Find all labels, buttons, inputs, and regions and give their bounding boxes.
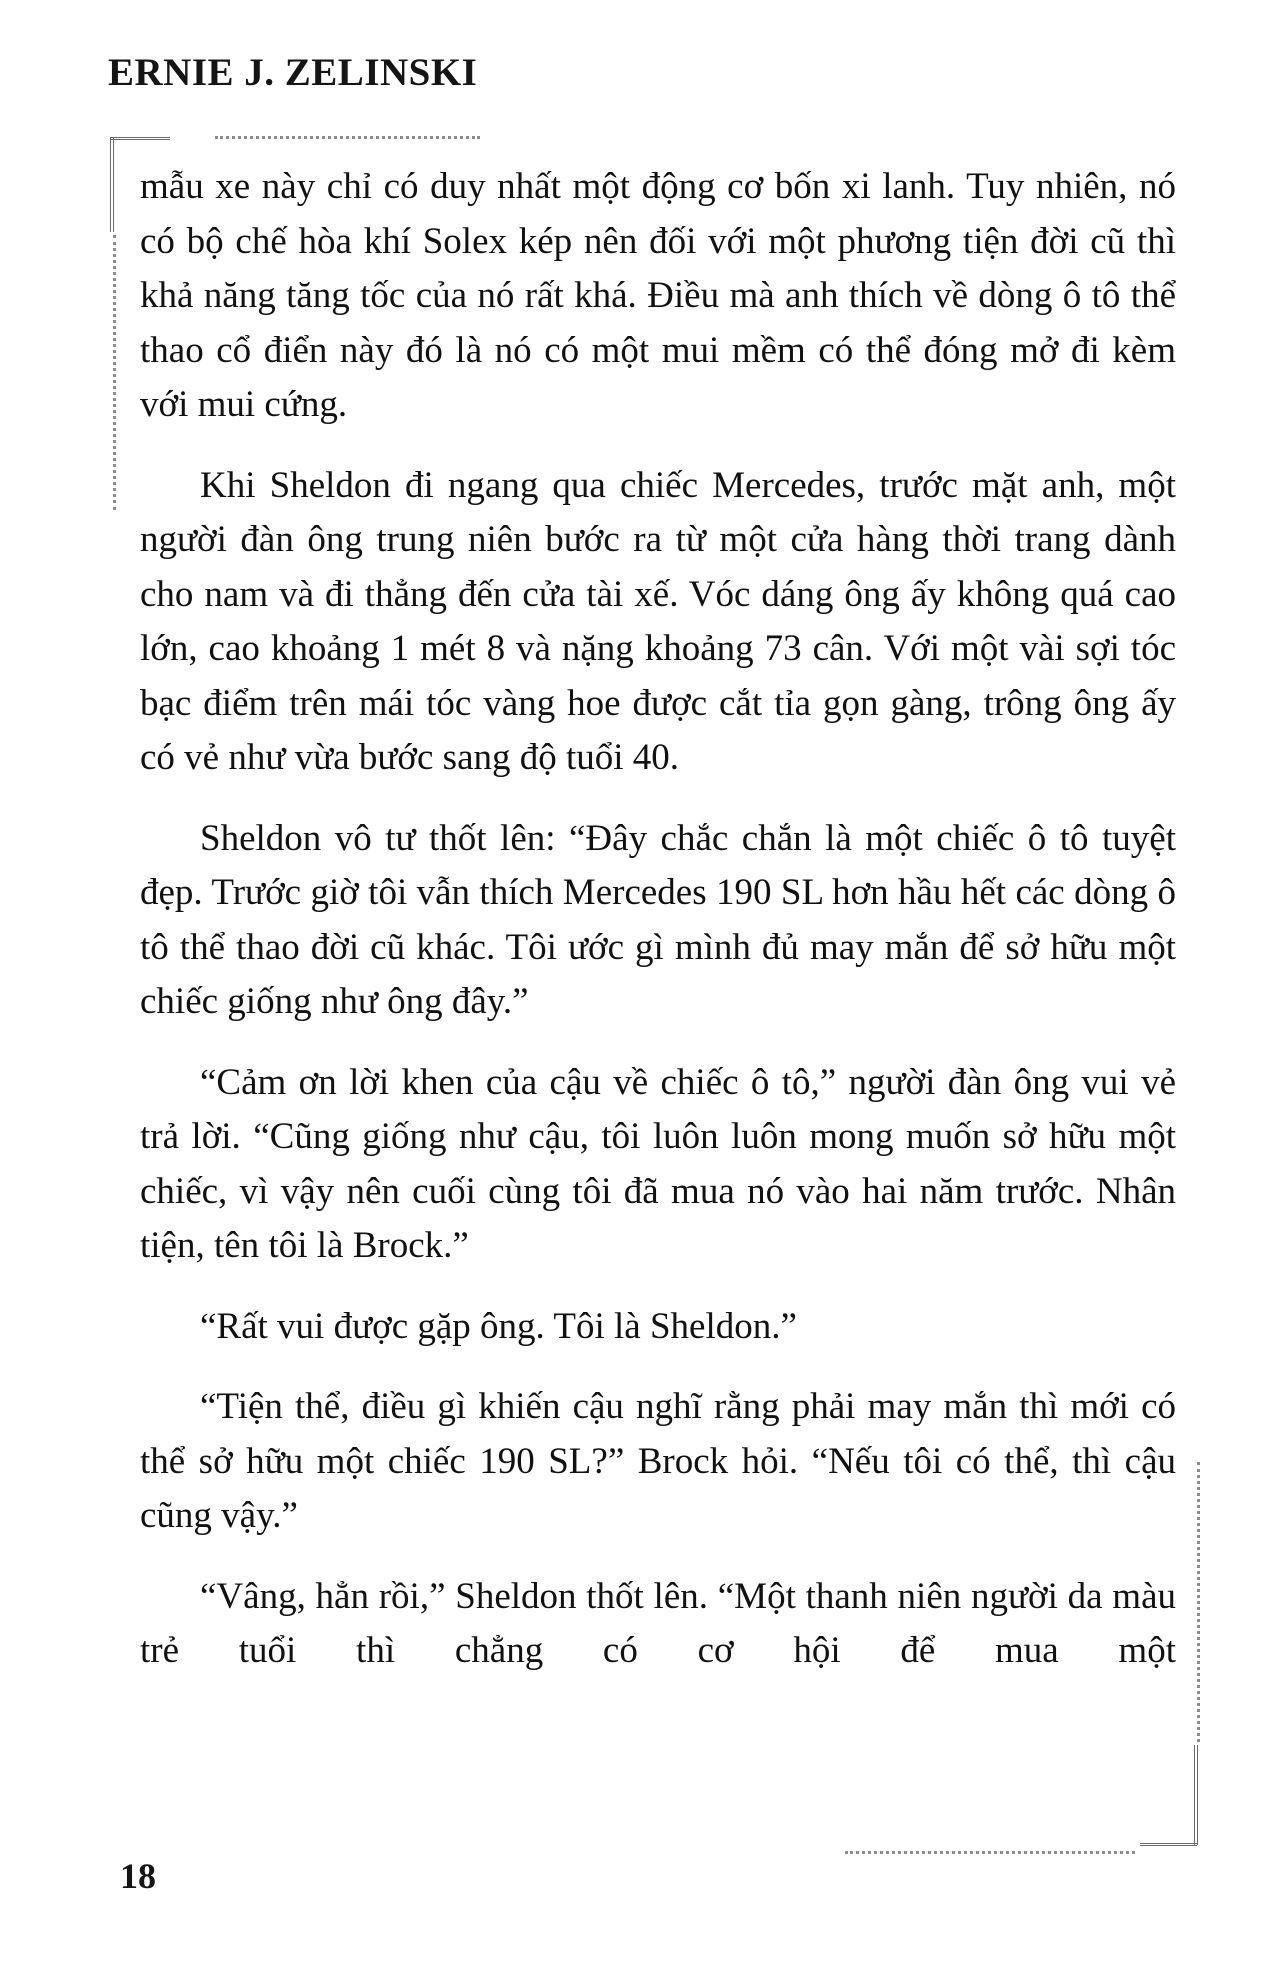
paragraph: “Cảm ơn lời khen của cậu về chiếc ô tô,” người đàn ông vui vẻ trả lời. “Cũng giống như cậu, tôi luôn luôn mong muốn sở hữu một chiếc, vì vậy nên cuối cùng tôi đã mua nó vào hai năm trước. Nhân tiện, tên tôi là Brock.” [140, 1061, 1176, 1266]
corner-bracket-top-left-horizontal [110, 137, 170, 140]
paragraph-continued: mẫu xe này chỉ có duy nhất một động cơ bốn xi lanh. Tuy nhiên, nó có bộ chế hòa khí Solex kép nên đối với một phương tiện đời cũ thì khả năng tăng tốc của nó rất khá. Điều mà anh thích về dòng ô tô thể thao cổ điển này đó là nó có một mui mềm có thể đóng mở đi kèm với mui cứng. [140, 166, 1176, 425]
corner-bracket-bottom-right-horizontal [1140, 1843, 1197, 1846]
paragraph: “Vâng, hẳn rồi,” Sheldon thốt lên. “Một thanh niên người da màu trẻ tuổi thì chẳng có cơ hội để mua một [140, 1575, 1176, 1671]
dotted-rule-top [215, 136, 480, 139]
paragraph: Khi Sheldon đi ngang qua chiếc Mercedes, trước mặt anh, một người đàn ông trung niên bước ra từ một cửa hàng thời trang dành cho nam và đi thẳng đến cửa tài xế. Vóc dáng ông ấy không quá cao lớn, cao khoảng 1 mét 8 và nặng khoảng 73 cân. Với một vài sợi tóc bạc điểm trên mái tóc vàng hoe được cắt tỉa gọn gàng, trông ông ấy có vẻ như vừa bước sang độ tuổi 40. [140, 464, 1176, 778]
dotted-rule-right [1197, 1462, 1200, 1742]
dotted-rule-left [113, 235, 116, 510]
page-number: 18 [120, 1856, 156, 1896]
paragraph: “Tiện thể, điều gì khiến cậu nghĩ rằng phải may mắn thì mới có thể sở hữu một chiếc 190 SL?” Brock hỏi. “Nếu tôi có thể, thì cậu cũng vậy.” [140, 1386, 1176, 1536]
dotted-rule-bottom [845, 1851, 1135, 1854]
page-body [140, 160, 1176, 1705]
corner-bracket-bottom-right-vertical [1194, 1745, 1198, 1845]
corner-bracket-top-left-vertical [110, 137, 114, 232]
running-head: ERNIE J. ZELINSKI [108, 51, 478, 94]
paragraph: “Rất vui được gặp ông. Tôi là Sheldon.” [200, 1305, 797, 1347]
paragraph: Sheldon vô tư thốt lên: “Đây chắc chắn là một chiếc ô tô tuyệt đẹp. Trước giờ tôi vẫn thích Mercedes 190 SL hơn hầu hết các dòng ô tô thể thao đời cũ khác. Tôi ước gì mình đủ may mắn để sở hữu một chiếc giống như ông đây.” [140, 817, 1176, 1022]
